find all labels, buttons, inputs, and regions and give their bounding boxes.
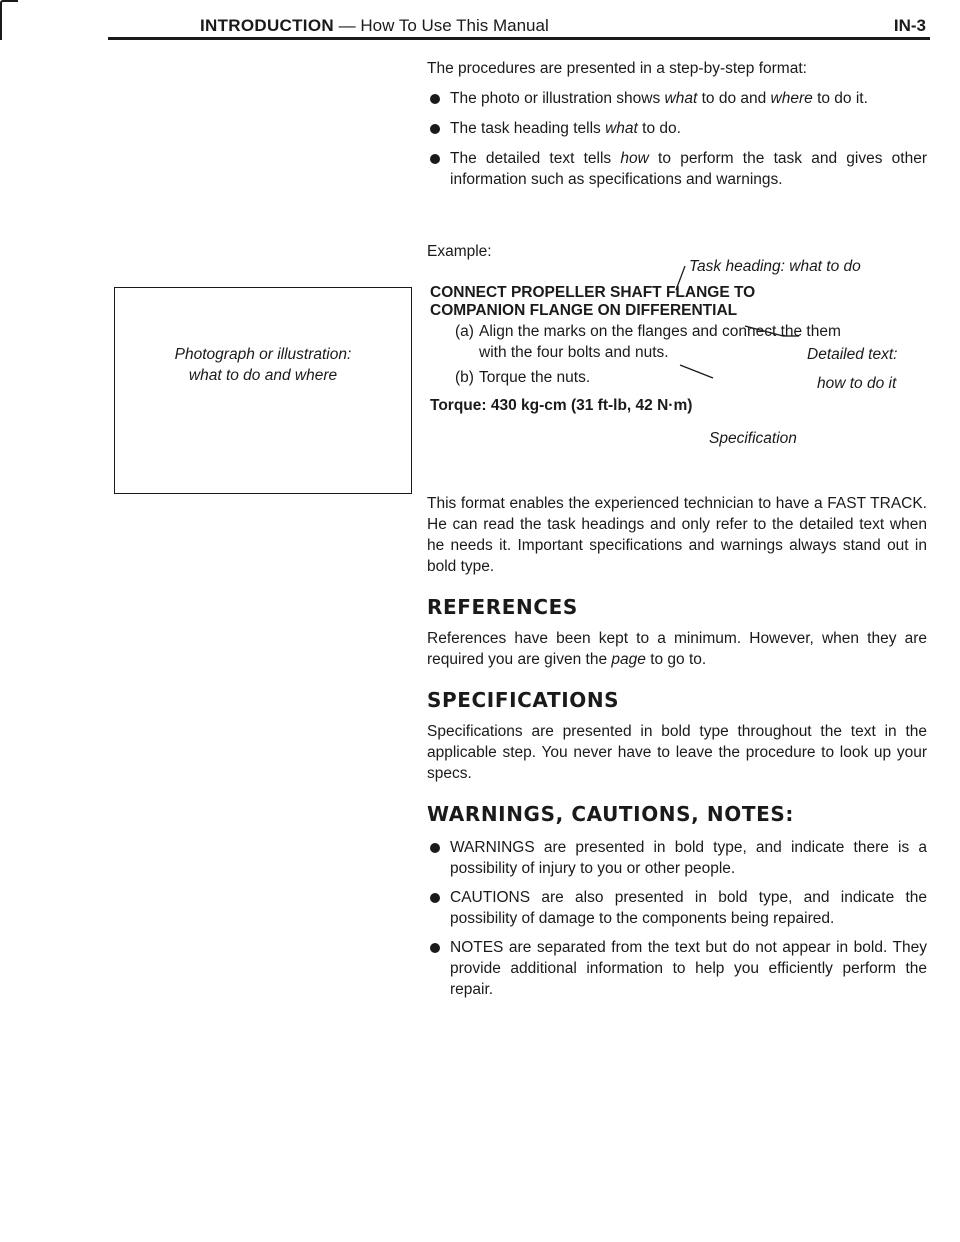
notes-bullet: NOTES are separated from the text but do not appear in bold. They provide additional information to help you efficiently perform the repair. — [427, 937, 927, 1000]
step-a-line-2: with the four bolts and nuts. — [479, 344, 669, 361]
caption-line-1: Photograph or illustration: — [174, 346, 352, 363]
cautions-bullet: CAUTIONS are also presented in bold type, and indicate the possibility of damage to the components being repaired. — [427, 887, 927, 929]
step-b-text: Torque the nuts. — [479, 369, 591, 386]
callout-task-heading: Task heading: what to do — [689, 258, 861, 275]
spec-leader-line — [680, 365, 713, 378]
callout-detail-line-1: Detailed text: — [807, 346, 898, 363]
intro-bullet: The task heading tells what to do. — [427, 118, 927, 139]
bullet-dot-icon — [430, 124, 440, 134]
fast-track-paragraph: This format enables the experienced technician to have a FAST TRACK. He can read the task headings and only refer to the detailed text when he needs it. Important specifications and warnings always stand out in bold type. — [427, 495, 927, 575]
crop-corner-mark — [0, 0, 18, 40]
bullet-dot-icon — [430, 94, 440, 104]
bullet-dot-icon — [430, 843, 440, 853]
bullet-dot-icon — [430, 893, 440, 903]
callout-detail-line-2: how to do it — [817, 375, 897, 392]
page-number: IN-3 — [893, 16, 926, 35]
task-heading-line-1: CONNECT PROPELLER SHAFT FLANGE TO — [430, 284, 756, 301]
header-subtitle: How To Use This Manual — [360, 16, 549, 35]
specifications-section — [427, 688, 927, 784]
callout-specification: Specification — [709, 430, 797, 447]
specifications-text: Specifications are presented in bold type throughout the text in the applicable step. You never have to leave the procedure to look up your specs. — [427, 723, 927, 782]
header-rule — [108, 37, 930, 40]
intro-bullet: The photo or illustration shows what to do and where to do it. — [427, 88, 927, 109]
step-a-label: (a) — [455, 323, 474, 340]
specifications-heading: SPECIFICATIONS — [427, 688, 620, 712]
illustration-placeholder — [114, 287, 412, 494]
references-text: References have been kept to a minimum. However, when they are required you are given the page to go to. — [427, 630, 927, 668]
warnings-heading: WARNINGS, CAUTIONS, NOTES: — [427, 802, 794, 826]
task-heading-line-2: COMPANION FLANGE ON DIFFERENTIAL — [430, 302, 738, 319]
step-b-label: (b) — [455, 369, 474, 386]
header-section: INTRODUCTION — [200, 16, 334, 35]
example-label: Example: — [427, 243, 492, 260]
references-section — [427, 595, 927, 670]
example-figure — [427, 258, 927, 458]
step-a-line-1: Align the marks on the flanges and connect the them — [479, 323, 841, 340]
warnings-section — [427, 802, 927, 1000]
warnings-bullet: WARNINGS are presented in bold type, and indicate there is a possibility of injury to you or other people. — [427, 837, 927, 879]
torque-spec: Torque: 430 kg-cm (31 ft-lb, 42 N·m) — [430, 397, 693, 414]
illustration-caption — [115, 344, 411, 386]
task-heading — [430, 284, 755, 320]
header-title — [200, 16, 549, 36]
references-heading: REFERENCES — [427, 595, 578, 619]
caption-line-2: what to do and where — [188, 367, 338, 384]
intro-section — [427, 58, 927, 190]
bullet-dot-icon — [430, 943, 440, 953]
bullet-dot-icon — [430, 154, 440, 164]
intro-bullet: The detailed text tells how to perform the task and gives other information such as specifications and warnings. — [427, 148, 927, 190]
intro-lead: The procedures are presented in a step-by-step format: — [427, 60, 807, 77]
header-dash: — — [333, 16, 361, 35]
